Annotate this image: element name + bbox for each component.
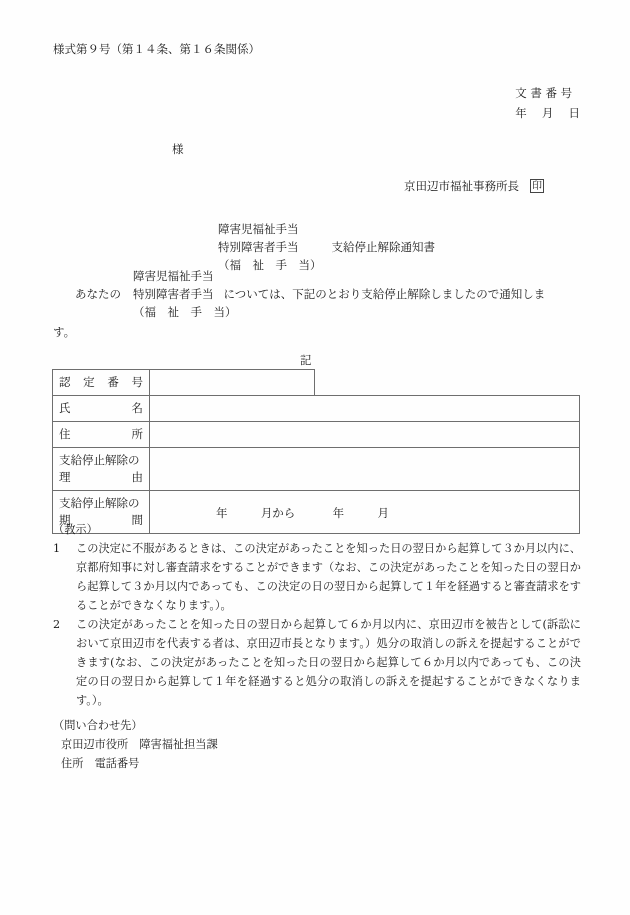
ki-marker: 記	[300, 353, 312, 367]
period-year-from: 年	[216, 506, 228, 520]
instruction-text: この決定があったことを知った日の翌日から起算して６か月以内に、京田辺市を被告として(訴訟において京田辺市を代表する者は、京田辺市長となります。）処分の取消しの訴えを提起することができます(なお、この決定があったことを知った日の翌日から起算して６か月以内であっても、この決定の日の翌日から起算して１年を経過すると処分の取消しの訴えを提起することができなくなります。）。	[76, 618, 581, 707]
row-label-certification-number: 認 定 番 号	[53, 370, 150, 396]
body-tail-last: す。	[53, 325, 76, 339]
title-benefit-child: 障害児福祉手当	[218, 222, 299, 236]
row-label-address: 住 所	[53, 422, 150, 448]
form-number: 様式第９号（第１４条、第１６条関係）	[53, 42, 260, 56]
table-row	[53, 396, 580, 422]
document-number-label: 文 書 番 号	[515, 86, 573, 100]
issuer-line	[404, 178, 544, 194]
row-label-name: 氏 名	[53, 396, 150, 422]
body-sentence	[53, 269, 581, 342]
document-meta	[515, 83, 580, 123]
contact-office: 京田辺市役所 障害福祉担当課	[61, 738, 218, 751]
issuer-name: 京田辺市福祉事務所長	[404, 179, 519, 193]
row-value-name[interactable]	[150, 396, 580, 422]
instruction-text: この決定に不服があるときは、この決定があったことを知った日の翌日から起算して３か月以内に、京都府知事に対し審査請求をすることができます（なお、この決定があったことを知った日の翌日から起算して３か月以内であっても、この決定の日の翌日から起算して１年を経過すると審査請求をすることができなくなります。）。	[76, 542, 581, 612]
period-month-from: 月から	[260, 506, 296, 520]
instruction-number: 2	[53, 618, 61, 631]
row-label-suspension-period: 支給停止解除の 期 間	[53, 491, 150, 534]
document-title	[218, 220, 435, 274]
table-row	[53, 448, 580, 491]
seal-icon: 印	[532, 181, 542, 192]
row-label-suspension-reason: 支給停止解除の 理 由	[53, 448, 150, 491]
period-year-to: 年	[332, 506, 345, 520]
table-row	[53, 422, 580, 448]
document-date-label: 年 月 日	[515, 106, 580, 120]
title-suffix: 支給停止解除通知書	[331, 240, 435, 254]
body-tail: については、下記のとおり支給停止解除しましたので通知しま	[223, 287, 546, 301]
body-benefit-welfare: （福 祉 手 当）	[133, 305, 237, 319]
body-benefit-stack	[133, 269, 237, 319]
title-benefit-stack	[218, 220, 322, 274]
contact-section	[53, 716, 218, 773]
contact-heading: （問い合わせ先）	[53, 719, 143, 732]
contact-address-phone: 住所 電話番号	[61, 757, 140, 770]
instruction-number: 1	[53, 542, 61, 555]
instructions-heading: （教示）	[53, 523, 98, 536]
title-benefit-special: 特別障害者手当	[218, 240, 299, 254]
body-benefit-special: 特別障害者手当	[133, 287, 214, 301]
instructions-section	[53, 520, 581, 710]
title-benefit-welfare: （福 祉 手 当）	[218, 258, 322, 272]
body-benefit-child: 障害児福祉手当	[133, 269, 214, 283]
row-value-certification-number[interactable]	[150, 370, 315, 396]
period-month-to: 月	[377, 506, 389, 520]
row-value-suspension-reason[interactable]	[150, 448, 580, 491]
form-table	[52, 369, 580, 534]
instruction-item	[53, 539, 581, 615]
row-spacer	[315, 370, 580, 396]
instruction-item	[53, 615, 581, 710]
addressee-honorific: 様	[172, 142, 184, 156]
table-row	[53, 370, 580, 396]
row-value-address[interactable]	[150, 422, 580, 448]
body-prefix: あなたの	[75, 287, 121, 301]
